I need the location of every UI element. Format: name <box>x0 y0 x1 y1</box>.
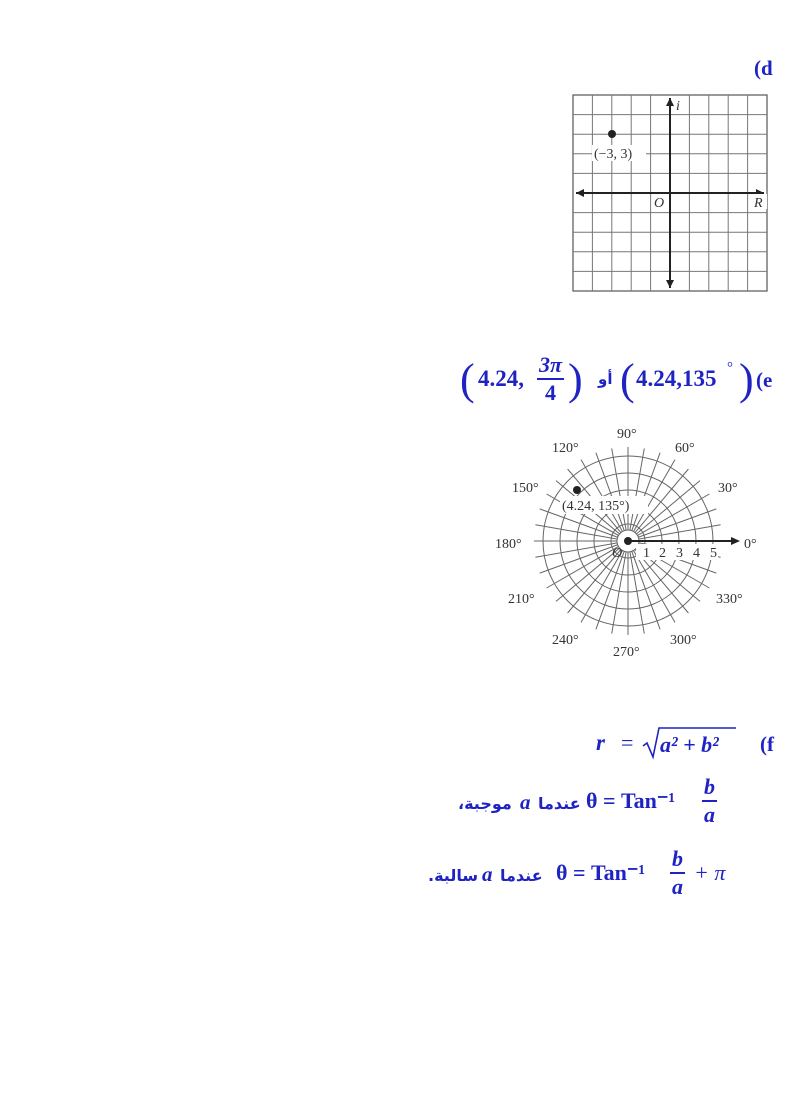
radian-denominator: 4 <box>545 380 556 405</box>
radian-value: 4.24, <box>478 366 524 391</box>
part-e-answer <box>460 348 780 414</box>
paren-close-2: ) <box>739 355 754 404</box>
equals-sign: = <box>621 730 634 755</box>
polar-graph <box>488 420 768 670</box>
imag-axis-label: i <box>676 99 680 114</box>
degree-value: 4.24,135 <box>636 366 717 391</box>
r-formula-row <box>590 724 790 764</box>
angle-label-270: 270° <box>613 645 640 660</box>
connector-text: أو <box>598 370 613 388</box>
theta-pos-text-pre: عندما <box>538 794 581 813</box>
part-d-label: (d <box>754 56 773 80</box>
complex-plane-graph <box>566 92 774 294</box>
angle-label-210: 210° <box>508 592 535 607</box>
angle-label-0: 0° <box>744 537 757 552</box>
origin-label: O <box>654 196 665 211</box>
radian-numerator: 3π <box>537 354 564 380</box>
degree-sign: ° <box>727 360 733 376</box>
polar-point-label: (4.24, 135°) <box>562 499 630 514</box>
radial-tick-2: 2 <box>659 546 666 561</box>
theta-neg-num: b <box>670 848 685 874</box>
theta-pos-text-post: موجبة، <box>458 794 512 813</box>
angle-label-180: 180° <box>495 537 522 552</box>
radial-tick-3: 3 <box>676 546 683 561</box>
angle-label-30: 30° <box>718 481 738 496</box>
theta-neg-plus-pi: + π <box>694 860 726 885</box>
theta-pos-den: a <box>704 802 715 827</box>
r-symbol: r <box>596 730 605 755</box>
polar-origin-label: O <box>612 546 623 561</box>
angle-label-330: 330° <box>716 592 743 607</box>
theta-neg-formula: θ = Tan⁻¹ <box>556 860 646 885</box>
polar-point-marker <box>573 486 581 494</box>
angle-label-120: 120° <box>552 441 579 456</box>
theta-neg-text-post: سالبة. <box>428 866 479 885</box>
r-radicand: a² + b² <box>660 732 719 757</box>
radian-fraction <box>537 354 564 404</box>
real-axis-label: R <box>754 196 763 211</box>
angle-label-60: 60° <box>675 441 695 456</box>
theta-negative-row <box>428 848 748 904</box>
part-f-label: (f <box>760 732 774 756</box>
theta-neg-fraction <box>670 848 685 898</box>
paren-open-2: ( <box>620 355 635 404</box>
paren-open: ( <box>460 355 475 404</box>
theta-pos-num: b <box>702 776 717 802</box>
angle-label-240: 240° <box>552 633 579 648</box>
theta-neg-den: a <box>672 874 683 899</box>
theta-neg-var: a <box>482 862 493 886</box>
paren-close: ) <box>568 355 583 404</box>
angle-label-150: 150° <box>512 481 539 496</box>
theta-pos-fraction <box>702 776 717 826</box>
theta-pos-var: a <box>520 790 531 814</box>
radial-tick-4: 4 <box>693 546 700 561</box>
radial-tick-1: 1 <box>643 546 650 561</box>
theta-pos-formula: θ = Tan⁻¹ <box>586 788 676 813</box>
angle-label-300: 300° <box>670 633 697 648</box>
angle-label-90: 90° <box>617 427 637 442</box>
theta-positive-row <box>458 776 738 832</box>
theta-neg-text-pre: عندما <box>500 866 543 885</box>
part-e-label: (e <box>756 368 773 392</box>
point-marker <box>608 130 616 138</box>
radial-tick-5: 5 <box>710 546 717 561</box>
point-label: (−3, 3) <box>594 147 633 162</box>
